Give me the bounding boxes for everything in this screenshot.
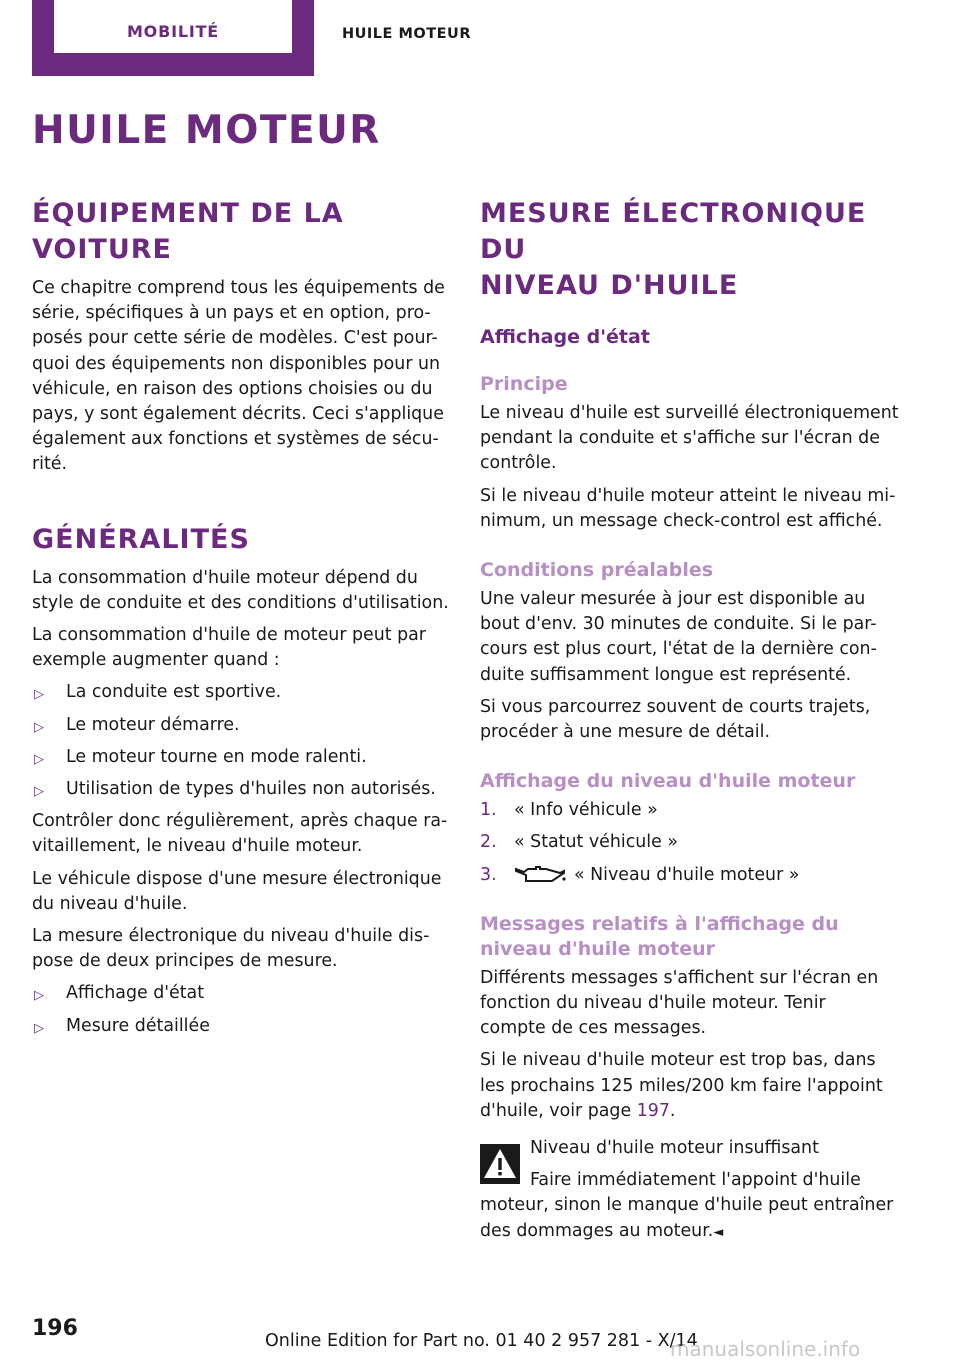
edition-text: Online Edition for Part no. 01 40 2 957 281 - X/14 (265, 1331, 698, 1351)
oil-can-icon (514, 865, 566, 885)
triangle-bullet-icon: ▷ (34, 1020, 44, 1036)
principle-paragraph-2: Si le niveau d'huile moteur atteint le niveau mi- nimum, un message check-control est affiché. (480, 485, 896, 531)
chapter-label: HUILE MOTEUR (342, 26, 471, 42)
section-tab-label: MOBILITÉ (126, 22, 220, 41)
list-item: ▷ La conduite est sportive. (32, 680, 450, 705)
list-item: ▷ Mesure détaillée (32, 1014, 450, 1039)
messages-paragraph-1: Différents messages s'affichent sur l'écran en fonction du niveau d'huile moteur. Tenir compte de ces messages. (480, 967, 879, 1039)
list-item: 2. « Statut véhicule » (480, 832, 678, 853)
page-title: HUILE MOTEUR (32, 108, 381, 153)
consumption-list (32, 680, 450, 802)
section-tab-inner (54, 0, 292, 53)
general-paragraph-1: La consommation d'huile moteur dépend du style de conduite et des conditions d'utilisation. (32, 567, 449, 613)
page-number: 196 (32, 1316, 78, 1341)
conditions-paragraph-2: Si vous parcourrez souvent de courts trajets, procéder à une mesure de détail. (480, 696, 871, 743)
list-item: 3. « Niveau d'huile moteur » (480, 864, 800, 885)
section-tab (32, 0, 314, 76)
warning-icon (480, 1144, 520, 1184)
measure-heading: MESURE ÉLECTRONIQUE DU NIVEAU D'HUILE (480, 198, 867, 301)
principles-list (32, 981, 450, 1038)
equipment-paragraph: Ce chapitre comprend tous les équipements de série, spécifiques à un pays et en option, pro- posés pour cette série de modèles. C'est pour- quoi des équipements non disponibles pour un véhicule, en raison des options choisies ou du pays, y sont également décrits. Ceci s'applique également aux fonctions et systèmes de sécu- rité. (32, 278, 445, 475)
triangle-bullet-icon: ▷ (34, 784, 44, 800)
end-mark-icon: ◄ (713, 1224, 724, 1240)
general-paragraph-2: La consommation d'huile de moteur peut par exemple augmenter quand : (32, 625, 426, 671)
watermark: manualsonline.info (670, 1337, 861, 1361)
triangle-bullet-icon: ▷ (34, 719, 44, 735)
principle-heading: Principe (480, 373, 568, 395)
general-paragraph-3: Contrôler donc régulièrement, après chaque ra- vitaillement, le niveau d'huile moteur. (32, 811, 448, 857)
triangle-bullet-icon: ▷ (34, 751, 44, 767)
left-column (32, 196, 450, 1046)
messages-heading: Messages relatifs à l'affichage du niveau d'huile moteur (480, 912, 839, 960)
display-heading: Affichage du niveau d'huile moteur (480, 770, 856, 793)
right-column (480, 196, 900, 1252)
conditions-paragraph-1: Une valeur mesurée à jour est disponible au bout d'env. 30 minutes de conduite. Si le par- cours est plus court, l'état de la dernière con- duite suffisamment longue est représenté. (480, 589, 877, 685)
messages-paragraph-2: Si le niveau d'huile moteur est trop bas, dans les prochains 125 miles/200 km faire l'appoint d'huile, voir page 197. (480, 1050, 883, 1121)
page-reference-link[interactable]: 197 (636, 1100, 670, 1121)
list-item: ▷ Utilisation de types d'huiles non autorisés. (32, 777, 450, 802)
triangle-bullet-icon: ▷ (34, 988, 44, 1004)
general-paragraph-4: Le véhicule dispose d'une mesure électronique du niveau d'huile. (32, 868, 442, 914)
principle-paragraph-1: Le niveau d'huile est surveillé électroniquement pendant la conduite et s'affiche sur l'écran de contrôle. (480, 403, 899, 474)
warning-text: moteur, sinon le manque d'huile peut entraîner des dommages au moteur.◄ (480, 1195, 894, 1241)
warning-title: Niveau d'huile moteur insuffisant (530, 1138, 819, 1159)
general-heading: GÉNÉRALITÉS (32, 523, 250, 555)
display-steps (480, 798, 900, 888)
warning-line-1: Faire immédiatement l'appoint d'huile (530, 1170, 861, 1191)
list-item: 1. « Info véhicule » (480, 800, 658, 821)
equipment-heading: ÉQUIPEMENT DE LA VOITURE (32, 198, 344, 265)
conditions-heading: Conditions préalables (480, 559, 714, 582)
list-item: ▷ Affichage d'état (32, 981, 450, 1006)
status-display-heading: Affichage d'état (480, 326, 650, 348)
warning-box (480, 1136, 900, 1193)
list-item: ▷ Le moteur démarre. (32, 713, 450, 738)
triangle-bullet-icon: ▷ (34, 687, 44, 703)
general-paragraph-5: La mesure électronique du niveau d'huile dis- pose de deux principes de mesure. (32, 926, 430, 972)
list-item: ▷ Le moteur tourne en mode ralenti. (32, 745, 450, 770)
